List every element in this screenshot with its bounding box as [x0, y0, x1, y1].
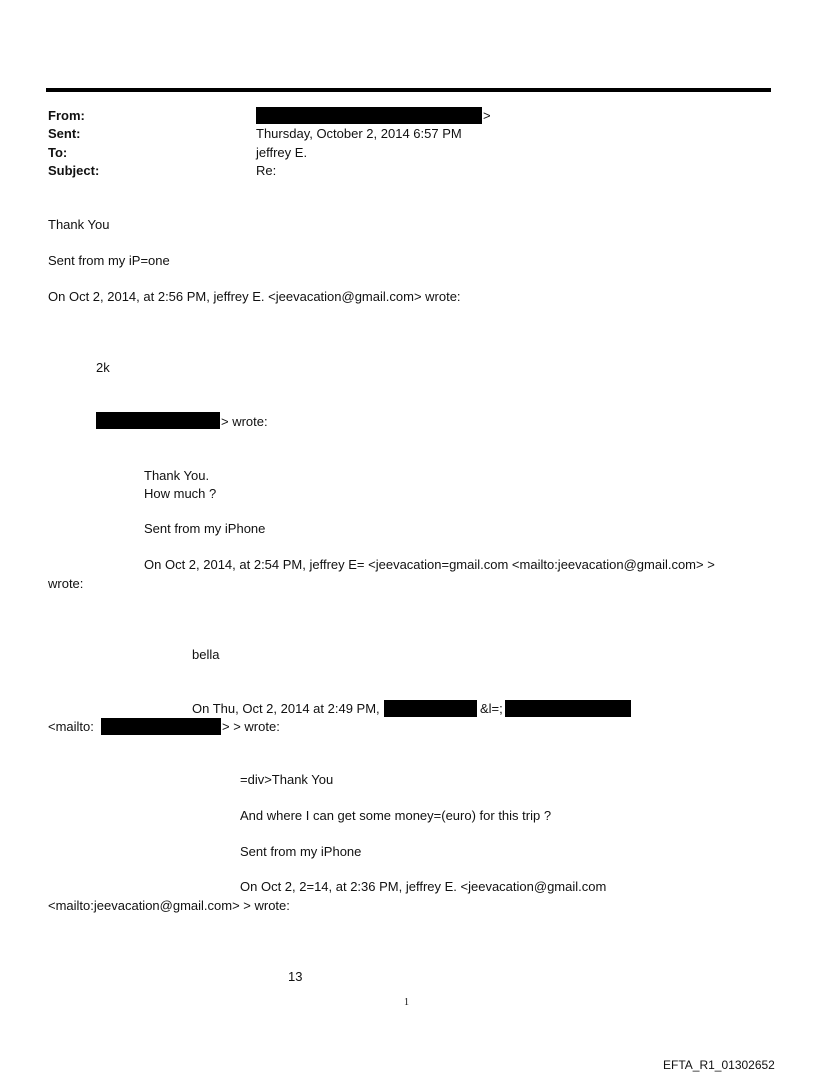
- body-line-attribution: On Oct 2, 2014, at 2:56 PM, jeffrey E. <jeevacation@gmail.com> wrote:: [48, 289, 461, 304]
- quote3-mailto-prefix: <mailto:: [48, 719, 94, 734]
- quote3-mailto-suffix: > > wrote:: [222, 719, 280, 734]
- quote2-attribution-wrap: wrote:: [48, 576, 84, 591]
- body-line-thank-you: Thank You: [48, 217, 110, 232]
- quote5-text: 13: [288, 969, 303, 984]
- redaction-q3-name: [384, 700, 477, 717]
- sent-value: Thursday, October 2, 2014 6:57 PM: [256, 126, 462, 141]
- quote4-line1: =div>Thank You: [240, 772, 334, 787]
- body-line-sent-from: Sent from my iP=one: [48, 253, 170, 268]
- from-suffix: >: [483, 108, 491, 123]
- to-value: jeffrey E.: [256, 145, 308, 160]
- redaction-q1-sender: [96, 412, 220, 429]
- from-label: From:: [48, 108, 85, 123]
- quote1-text: 2k: [96, 360, 110, 375]
- quote1-wrote: > wrote:: [221, 414, 268, 429]
- quote4-sent-from: Sent from my iPhone: [240, 844, 362, 859]
- page-number: 1: [404, 997, 409, 1008]
- subject-value: Re:: [256, 163, 277, 178]
- quote2-line1: Thank You.: [144, 468, 210, 483]
- bates-number: EFTA_R1_01302652: [663, 1058, 775, 1072]
- quote2-line2: How much ?: [144, 486, 217, 501]
- quote3-attribution-mid: &l=;: [480, 701, 503, 716]
- quote3-text: bella: [192, 647, 220, 662]
- subject-label: Subject:: [48, 163, 100, 178]
- quote4-attribution: On Oct 2, 2=14, at 2:36 PM, jeffrey E. <jeevacation@gmail.com: [240, 879, 607, 894]
- redaction-from: [256, 107, 482, 124]
- redaction-q3-mailto: [101, 718, 221, 735]
- quote4-line2: And where I can get some money=(euro) for this trip ?: [240, 808, 552, 823]
- quote2-attribution: On Oct 2, 2014, at 2:54 PM, jeffrey E= <jeevacation=gmail.com <mailto:jeevacation@gmail.com> >: [144, 557, 715, 572]
- to-label: To:: [48, 145, 68, 160]
- sent-label: Sent:: [48, 126, 81, 141]
- quote2-sent-from: Sent from my iPhone: [144, 521, 266, 536]
- header-rule: [46, 88, 771, 92]
- redaction-q3-email: [505, 700, 631, 717]
- quote3-attribution-prefix: On Thu, Oct 2, 2014 at 2:49 PM,: [192, 701, 380, 716]
- quote4-attribution-wrap: <mailto:jeevacation@gmail.com> > wrote:: [48, 898, 290, 913]
